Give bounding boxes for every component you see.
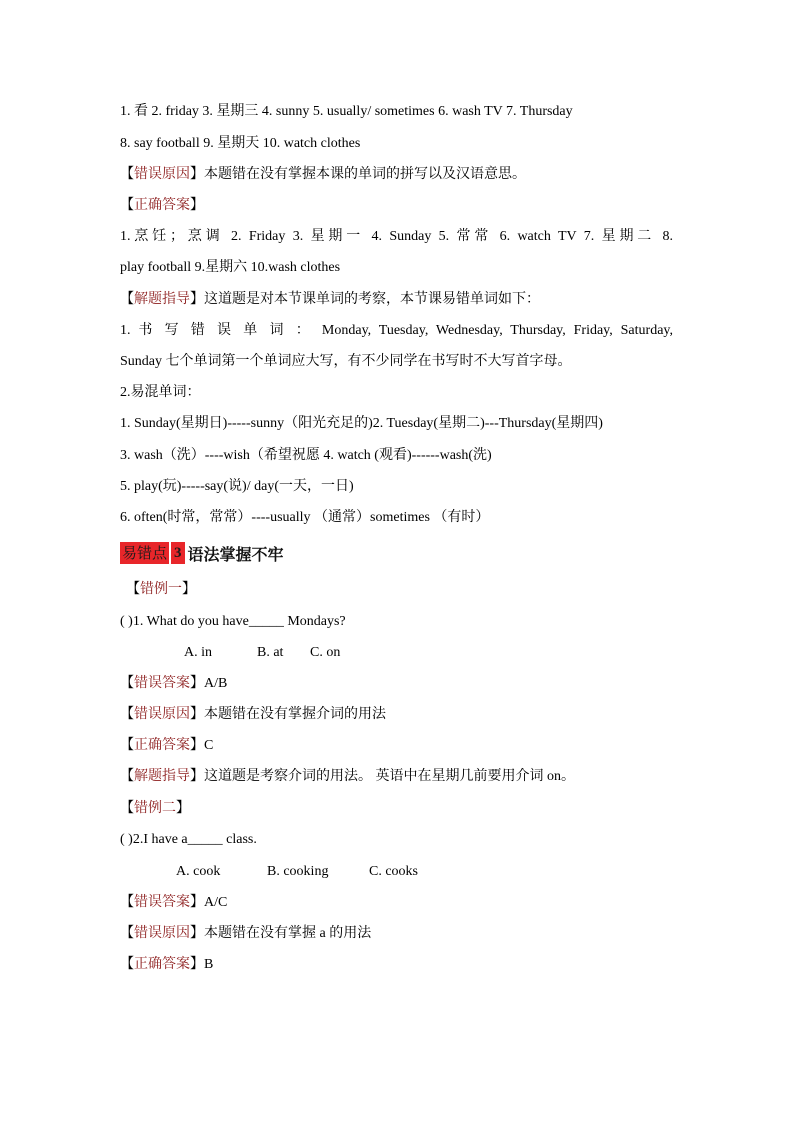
error-reason-text: 本题错在没有掌握本课的单词的拼写以及汉语意思。 [204,167,526,182]
confusable-line-4: 6. often(时常，常常）----usually （通常）sometimes （有时） [120,510,490,525]
example-1-guide-label: 解题指导 [134,769,190,784]
example-2-reason-label: 错误原因 [134,926,190,941]
example-1-option-b: B. at [257,645,284,660]
confusable-line-3: 5. play(玩)-----say(说)/ day(一天，一日) [120,479,354,494]
example-1-reason-text: 本题错在没有掌握介词的用法 [204,707,386,722]
example-2-wrong-row: 【错误答案】A/C [120,895,228,910]
answer-line-1: 1. 看 2. friday 3. 星期三 4. sunny 5. usually/ sometimes 6. wash TV 7. Thursday [120,104,573,119]
section-number: 3 [171,542,185,564]
example-2-correct-row: 【正确答案】B [120,957,214,972]
confusable-line-2: 3. wash（洗）----wish（希望祝愿 4. watch (观看)------wash(洗) [120,448,492,463]
example-1-correct-answer: C [204,738,214,753]
error-reason-label: 错误原因 [134,167,190,182]
example-1-wrong-row: 【错误答案】A/B [120,676,228,691]
example-1-guide-text: 这道题是考察介词的用法。 英语中在星期几前要用介词 on。 [204,769,575,784]
example-1-wrong-label: 错误答案 [134,676,190,691]
example-1-reason-label: 错误原因 [134,707,190,722]
example-1-reason-row: 【错误原因】本题错在没有掌握介词的用法 [120,707,386,722]
example-1-wrong-answer: A/B [204,676,228,691]
confusable-words-heading: 2.易混单词： [120,385,201,400]
example-1-correct-row: 【正确答案】C [120,738,214,753]
example-1-guide-row: 【解题指导】这道题是考察介词的用法。 英语中在星期几前要用介词 on。 [120,769,575,784]
section-title: 语法掌握不牢 [187,544,284,564]
correct-answer-line-2: play football 9.星期六 10.wash clothes [120,260,341,275]
example-1-heading: 【错例一】 [126,582,196,597]
guide-row: 【解题指导】这道题是对本节课单词的考察，本节课易错单词如下： [120,292,540,307]
example-1-option-a: A. in [184,645,212,660]
answer-line-2: 8. say football 9. 星期天 10. watch clothes [120,136,361,151]
example-2-correct-answer: B [204,957,214,972]
example-2-wrong-label: 错误答案 [134,895,190,910]
section-badge: 易错点 [122,544,168,562]
correct-answer-heading: 【正确答案】 [120,198,204,213]
guide-text: 这道题是对本节课单词的考察，本节课易错单词如下： [204,292,540,307]
example-1-label: 错例一 [140,582,182,597]
example-1-option-c: C. on [310,645,341,660]
guide-label: 解题指导 [134,292,190,307]
example-1-question: ( )1. What do you have_____ Mondays? [120,614,346,629]
spelling-errors-line-1: 1. 书 写 错 误 单 词 ： Monday, Tuesday, Wednesday, Thursday, Friday, Saturday, [120,323,673,338]
example-2-reason-row: 【错误原因】本题错在没有掌握 a 的用法 [120,926,372,941]
example-2-option-a: A. cook [176,864,221,879]
example-2-heading: 【错例二】 [120,801,190,816]
example-2-correct-label: 正确答案 [134,957,190,972]
correct-answer-line-1: 1.烹饪；烹调 2. Friday 3. 星期一 4. Sunday 5. 常常 6. watch TV 7. 星期二 8. [120,229,673,244]
example-2-option-c: C. cooks [369,864,418,879]
example-2-option-b: B. cooking [267,864,329,879]
spelling-errors-line-2: Sunday 七个单词第一个单词应大写，有不少同学在书写时不大写首字母。 [120,354,572,369]
example-2-question: ( )2.I have a_____ class. [120,832,257,847]
section-heading [120,542,284,564]
example-2-label: 错例二 [134,801,176,816]
correct-answer-label: 正确答案 [134,198,190,213]
confusable-line-1: 1. Sunday(星期日)-----sunny（阳光充足的)2. Tuesday(星期二)---Thursday(星期四) [120,416,603,431]
example-1-correct-label: 正确答案 [134,738,190,753]
example-2-wrong-answer: A/C [204,895,228,910]
error-reason-row: 【错误原因】本题错在没有掌握本课的单词的拼写以及汉语意思。 [120,167,526,182]
example-2-reason-text: 本题错在没有掌握 a 的用法 [204,926,372,941]
